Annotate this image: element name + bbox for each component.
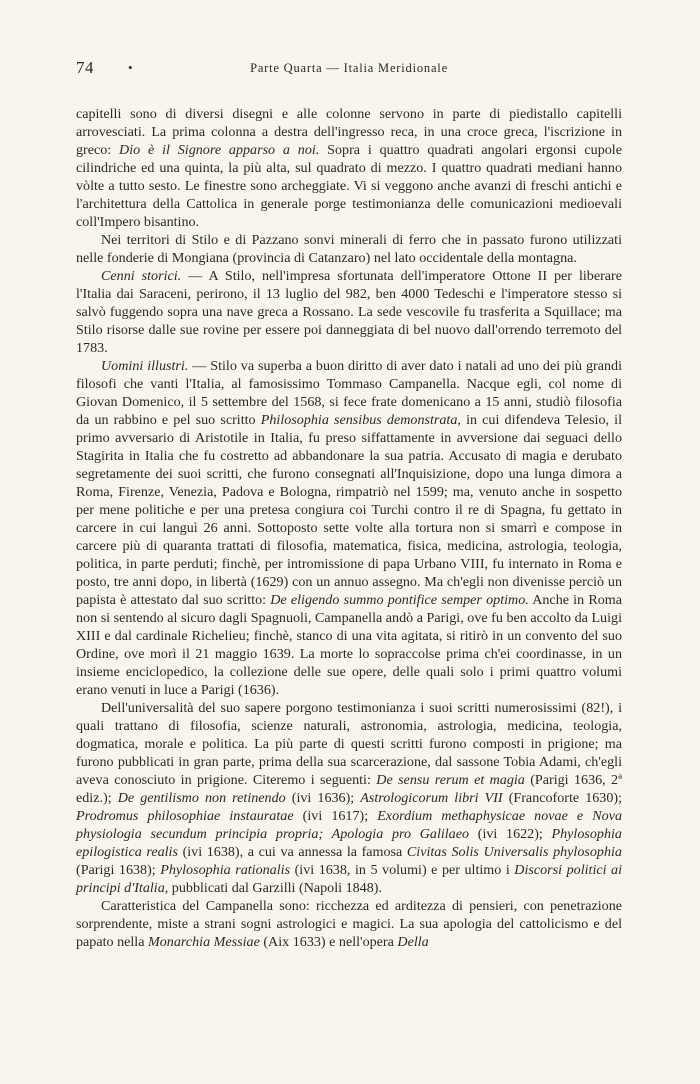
section-heading-uomini-illustri: Uomini illustri. (101, 358, 189, 374)
section-heading-cenni-storici: Cenni storici. (101, 268, 182, 284)
page-body (76, 105, 622, 951)
paragraph-illustrious-men: Uomini illustri. — Stilo va superba a buon diritto di aver dato i natali ad uno dei più grandi filosofi che vanti l'Italia, al famosissimo Tommaso Campanella. Nacque egli, col nome di Giovan Domenico, il 5 settembre del 1568, si fece frate domenicano a 15 anni, studiò filosofia da un rabbino e pel suo scritto Philosophia sensibus demonstrata, in cui difendeva Telesio, il primo avversario di Aristotile in Italia, fu preso siffattamente in avversione dai seguaci dello Stagirita in Italia che fu costretto ad abbandonare la sua patria. Accusato di magia e derubato segretamente dei suoi scritti, che furono consegnati all'Inquisizione, dopo una lunga dimora a Roma, Firenze, Venezia, Padova e Bologna, rimpatriò nel 1599; ma, venuto anche in sospetto per mene politiche e per una pretesa congiura coi Turchi contro il re di Spagna, fu gettato in carcere in cui languì 26 anni. Sottoposto sette volte alla tortura non si smarrì e compose in carcere più di quaranta trattati di filosofia, matematica, fisica, medicina, astrologia, teologia, politica, in parte perduti; finchè, per intromissione di papa Urbano VIII, fu internato in Roma e posto, tre anni dopo, in libertà (1629) con un annuo assegno. Ma ch'egli non divenisse perciò un papista è attestato dal suo scritto: De eligendo summo pontifice semper optimo. Anche in Roma non si sentendo al sicuro dagli Spagnuoli, Campanella andò a Parigi, ove fu ben accolto da Luigi XIII e dal cardinale Richelieu; finchè, stanco di una vita agitata, si ritirò in un convento del suo Ordine, ove morì il 21 maggio 1639. La morte lo sopraccolse prima ch'ei coordinasse, in un insieme enciclopedico, la collezione delle sue opere, delle quali solo i primi quattro volumi erano venuti in luce a Parigi (1636). (76, 358, 623, 698)
paragraph-minerals: Nei territori di Stilo e di Pazzano sonvi minerali di ferro che in passato furono utilizzati nelle fonderie di Mongiana (provincia di Catanzaro) nel lato occidentale della montagna. (76, 232, 622, 266)
running-title: Parte Quarta — Italia Meridionale (250, 61, 448, 75)
paragraph-campanella-works: Dell'universalità del suo sapere porgono testimonianza i suoi scritti numerosissimi (82!), i quali trattano di filosofia, scienze naturali, astronomia, astrologia, medicina, teologia, dogmatica, morale e politica. La più parte di questi scritti furono composti in prigione; ma furono pubblicati in gran parte, prima della sua scarcerazione, dal sassone Tobia Adami, ch'egli aveva conosciuto in prigione. Citeremo i seguenti: De sensu rerum et magia (Parigi 1636, 2ª ediz.); De gentilismo non retinendo (ivi 1636); Astrologicorum libri VII (Francoforte 1630); Prodromus philosophiae instauratae (ivi 1617); Exordium methaphysicae novae e Nova physiologia secundum principia propria; Apologia pro Galilaeo (ivi 1622); Phylosophia epilogistica realis (ivi 1638), a cui va annessa la famosa Civitas Solis Universalis phylosophia (Parigi 1638); Phylosophia rationalis (ivi 1638, in 5 volumi) e per ultimo i Discorsi politici ai principi d'Italia, pubblicati dal Garzilli (Napoli 1848). (76, 700, 623, 896)
paragraph-cattolica-description: capitelli sono di diversi disegni e alle colonne servono in parte di piedistallo capitelli arrovesciati. La prima colonna a destra dell'ingresso reca, in una croce greca, l'iscrizione in greco: Dio è il Signore apparso a noi. Sopra i quattro quadrati angolari ergonsi cupole cilindriche ed una quinta, la più alta, sul quadrato di mezzo. I quattro quadrati mediani hanno vòlte a tutto sesto. Le finestre sono archeggiate. Vi si veggono anche avanzi di freschi antichi e l'architettura della Cattolica in generale porge testimonianza delle comunicazioni medioevali coll'Impero bisantino. (76, 106, 622, 230)
paragraph-historical-notes: Cenni storici. — A Stilo, nell'impresa sfortunata dell'imperatore Ottone II per liberare l'Italia dai Saraceni, perirono, il 13 luglio del 982, ben 4000 Tedeschi e l'imperatore stesso si salvò fuggendo sopra una nave greca a Rossano. La sede vescovile fu trasferita a Squillace; ma Stilo risorse dalle sue rovine per essere poi danneggiata di bel nuovo dall'orrendo terremoto del 1783. (76, 268, 623, 356)
header-separator-dot: • (128, 60, 133, 75)
page-number: 74 (76, 58, 94, 77)
paragraph-campanella-characteristics: Caratteristica del Campanella sono: ricchezza ed arditezza di pensieri, con penetrazione sorprendente, miste a strani sogni astrologici e magici. La sua apologia del cattolicismo e del papato nella Monarchia Messiae (Aix 1633) e nell'opera Della (76, 898, 622, 950)
page-header (76, 58, 622, 80)
